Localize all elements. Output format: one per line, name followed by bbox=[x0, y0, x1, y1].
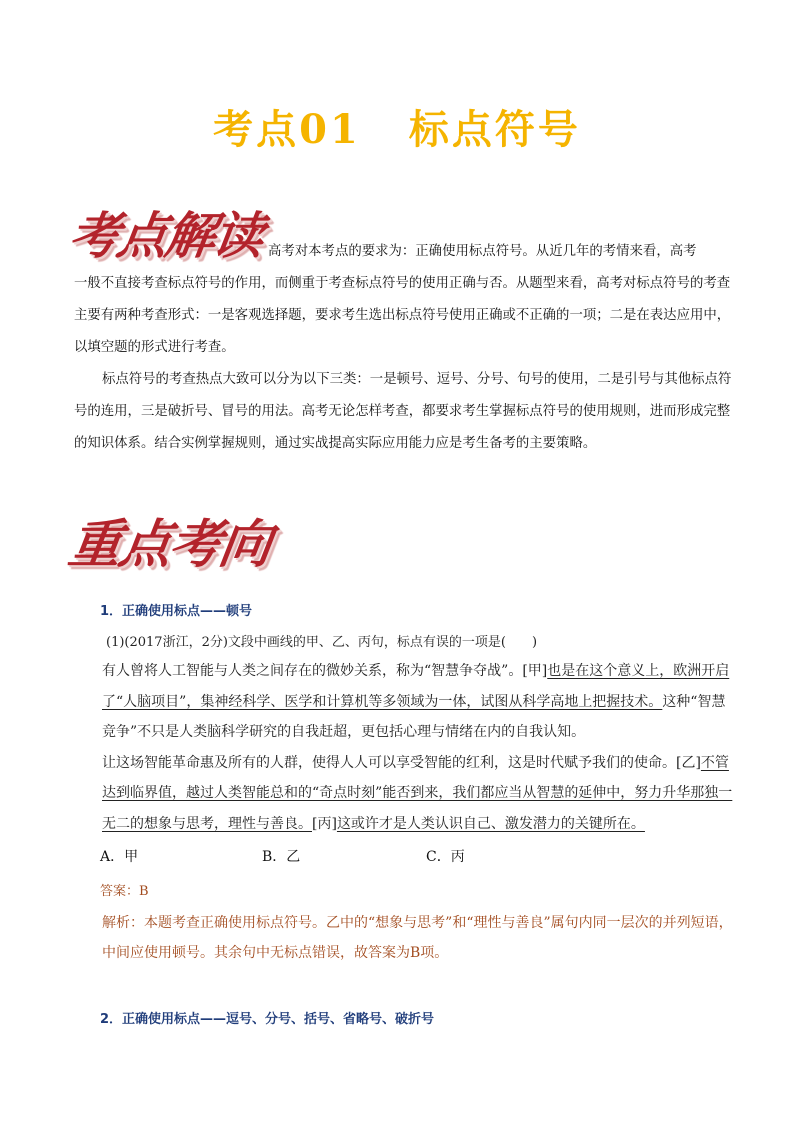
option-c: C．丙 bbox=[426, 849, 465, 865]
title-code: 考点01 bbox=[213, 106, 361, 153]
underlined-sentence-bing: 这或许才是人类认识自己、激发潜力的关键所在。 bbox=[336, 815, 645, 832]
section-heading-1: 1．正确使用标点——顿号 bbox=[100, 604, 253, 619]
option-a: A．甲 bbox=[100, 849, 139, 865]
section-banner-interpretation: 考点解读 bbox=[65, 206, 266, 265]
intro-paragraph-1: 一般不直接考查标点符号的作用，而侧重于考查标点符号的使用正确与否。从题型来看，高考对标点符号的考查主要有两种考查形式：一是客观选择题，要求考生选出标点符号使用正确或不正确的一项；二是在表达应用中，以填空题的形式进行考查。 bbox=[74, 276, 731, 355]
question-prompt: (1)(2017浙江，2分)文段中画线的甲、乙、丙句，标点有误的一项是( ) bbox=[106, 635, 538, 650]
underlined-sentence-yi: 不管达到临界值，越过人类智能总和的“奇点时刻”能否到来，我们都应当从智慧的延伸中，努力升华那独一无二的想象与思考，理性与善良。 bbox=[102, 754, 733, 832]
passage-paragraph-2 bbox=[74, 748, 734, 840]
title-topic: 标点符号 bbox=[408, 106, 581, 153]
intro-paragraph-2 bbox=[74, 364, 734, 460]
analysis-text: 解析：本题考查正确使用标点符号。乙中的“想象与思考”和“理性与善良”属句内同一层次的并列短语，中间应使用顿号。其余句中无标点错误，故答案为B项。 bbox=[102, 915, 733, 961]
underlined-sentence-jia: 也是在这个意义上，欧洲开启了“人脑项目”，集神经科学、医学和计算机等多领域为一体，试图从科学高地上把握技术。 bbox=[102, 663, 730, 710]
passage-marker: [丙] bbox=[312, 815, 337, 832]
passage-text: 有人曾将人工智能与人类之间存在的微妙关系，称为“智慧争夺战”。[甲] bbox=[102, 663, 548, 679]
intro-first-line: 高考对本考点的要求为：正确使用标点符号。从近几年的考情来看，高考 bbox=[268, 244, 697, 259]
answer-analysis bbox=[74, 908, 734, 968]
page-title bbox=[0, 98, 794, 155]
option-b: B．乙 bbox=[262, 849, 301, 865]
passage-text: 让这场智能革命惠及所有的人群，使得人人可以享受智能的红利，这是时代赋予我们的使命。[乙] bbox=[102, 754, 701, 771]
passage-paragraph-1 bbox=[74, 656, 734, 748]
section-heading-2: 2．正确使用标点——逗号、分号、括号、省略号、破折号 bbox=[100, 1012, 435, 1027]
answer-key: 答案：B bbox=[100, 884, 149, 899]
intro-paragraph-2-text: 标点符号的考查热点大致可以分为以下三类：一是顿号、逗号、分号、句号的使用，二是引号与其他标点符号的连用，三是破折号、冒号的用法。高考无论怎样考查，都要求考生掌握标点符号的使用规则，进而形成完整的知识体系。结合实例掌握规则，通过实战提高实际应用能力应是考生备考的主要策略。 bbox=[74, 372, 732, 451]
passage-text: 这种“智慧竞争”不只是人类脑科学研究的自我赶超，更包括心理与情绪在内的自我认知。 bbox=[102, 693, 726, 740]
section-banner-key-directions: 重点考向 bbox=[65, 514, 274, 575]
question-passage bbox=[74, 656, 734, 839]
